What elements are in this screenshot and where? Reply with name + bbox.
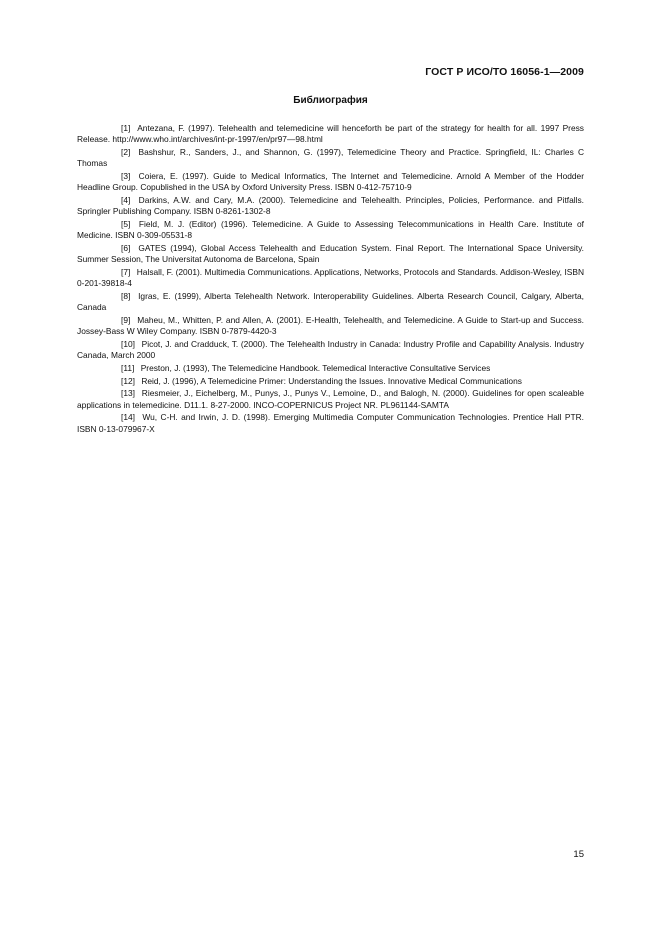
page-number: 15 [573,849,584,860]
reference-number: [14] [121,412,135,423]
reference-text: GATES (1994), Global Access Telehealth and Education System. Final Report. The International Space University. Summer Session, The Universitat Autonoma de Barcelona, Spain [77,242,585,265]
reference-item [77,291,584,314]
reference-item [77,267,584,290]
reference-item [77,339,584,362]
reference-text: Riesmeier, J., Eichelberg, M., Punys, J., Punys V., Lemoine, D., and Balogh, N. (2000). Guidelines for open scaleable applications in telemedicine. D11.1. 8-27-2000. INCO-COPERNICUS Project NR. PL961144-SAMTA [77,388,585,410]
reference-text: Picot, J. and Cradduck, T. (2000). The Telehealth Industry in Canada: Industry Profile and Capability Analysis. Industry Canada, March 2000 [77,338,584,361]
reference-text: Darkins, A.W. and Cary, M.A. (2000). Telemedicine and Telehealth. Principles, Policies, Performance. and Pitfalls. Springler Publishing Company. ISBN 0-8261-1302-8 [77,194,585,217]
reference-item [77,219,584,242]
reference-item [77,412,584,435]
reference-text: Field, M. J. (Editor) (1996). Telemedicine. A Guide to Assessing Telecommunications in Health Care. Institute of Medicine. ISBN 0-309-05531-8 [77,218,585,241]
reference-text: Reid, J. (1996), A Telemedicine Primer: Understanding the Issues. Innovative Medical Communications [141,375,522,386]
bibliography-title: Библиография [293,95,368,106]
reference-number: [9] [121,314,131,325]
reference-item [77,171,584,194]
reference-number: [10] [121,338,135,349]
reference-number: [11] [121,362,135,373]
reference-text: Preston, J. (1993), The Telemedicine Handbook. Telemedical Interactive Consultative Services [140,362,491,373]
reference-text: Bashshur, R., Sanders, J., and Shannon, G. (1997), Telemedicine Theory and Practice. Springfield, IL: Charles C Thomas [77,146,585,169]
reference-text: Halsall, F. (2001). Multimedia Communications. Applications, Networks, Protocols and Standards. Addison-Wesley, ISBN 0-201-39818-4 [77,266,584,289]
reference-text: Igras, E. (1999), Alberta Telehealth Network. Interoperability Guidelines. Alberta Research Council, Calgary, Alberta, Canada [77,290,585,313]
reference-item [77,123,584,146]
reference-number: [3] [121,170,131,181]
reference-number: [4] [121,194,131,205]
reference-number: [8] [121,290,131,301]
reference-item [77,315,584,338]
reference-number: [5] [121,218,131,229]
reference-number: [6] [121,242,131,253]
reference-number: [13] [121,388,135,399]
reference-number: [1] [121,123,131,133]
reference-number: [12] [121,375,135,386]
reference-item [77,376,584,387]
reference-item [77,388,584,411]
reference-item [77,243,584,266]
reference-number: [7] [121,266,131,277]
reference-text: Antezana, F. (1997). Telehealth and telemedicine will henceforth be part of the strategy for health for all. 1997 Press Release. http://www.who.int/archives/int-pr-1997/en/pr97—98.html [77,123,584,145]
document-code-header: ГОСТ Р ИСО/ТО 16056-1—2009 [425,66,584,78]
reference-item [77,363,584,374]
reference-text: Coiera, E. (1997). Guide to Medical Informatics, The Internet and Telemedicine. Arnold A Member of the Hodder Headline Group. Copublished in the USA by Oxford University Press. ISBN 0-412-75710-9 [77,170,584,193]
reference-number: [2] [121,146,131,157]
reference-text: Wu, C-H. and Irwin, J. D. (1998). Emerging Multimedia Computer Communication Technologies. Prentice Hall PTR. ISBN 0-13-079967-X [77,412,584,434]
reference-item [77,147,584,170]
reference-text: Maheu, M., Whitten, P. and Allen, A. (2001). E-Health, Telehealth, and Telemedicine. A Guide to Start-up and Success. Jossey-Bass W Wiley Company. ISBN 0-7879-4420-3 [77,314,585,337]
reference-list [77,123,584,436]
reference-item [77,195,584,218]
